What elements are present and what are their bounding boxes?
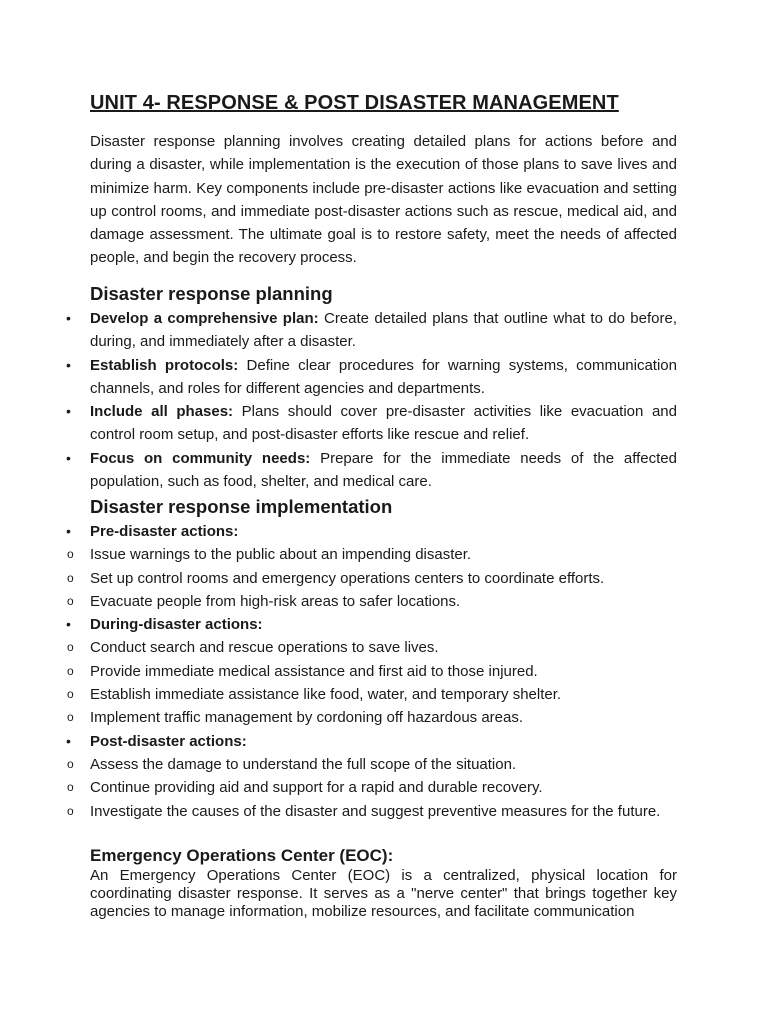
list-item (0, 400, 677, 447)
item-text: Continue providing aid and support for a rapid and durable recovery. (90, 779, 543, 797)
list-item (0, 567, 677, 590)
sub-bullet-marker: o (67, 780, 74, 795)
list-item (0, 800, 677, 823)
list-item (0, 753, 677, 776)
sub-bullet-marker: o (67, 756, 74, 771)
item-text: Provide immediate medical assistance and first aid to those injured. (90, 662, 538, 680)
sub-bullet-marker: o (67, 570, 74, 585)
sub-bullet-marker: o (67, 803, 74, 818)
item-text: Implement traffic management by cordoning off hazardous areas. (90, 709, 524, 727)
during-disaster-label: During-disaster actions: (90, 616, 263, 634)
list-item (0, 660, 677, 683)
item-bold-label: Develop a comprehensive plan: (90, 310, 319, 327)
page-title: UNIT 4- RESPONSE & POST DISASTER MANAGEMENT (90, 92, 619, 114)
sub-bullet-marker: o (67, 593, 74, 608)
eoc-paragraph: An Emergency Operations Center (EOC) is a centralized, physical location for coordinating disaster response. It serves as a "nerve center" that brings together key agencies to manage information, mobilize resources, and facilitate communication (90, 867, 677, 920)
implementation-heading: Disaster response implementation (90, 496, 393, 517)
item-text: Assess the damage to understand the full scope of the situation. (90, 755, 517, 773)
bullet-marker: • (66, 403, 71, 420)
item-bold-label: Include all phases: (90, 403, 234, 421)
planning-list (0, 307, 768, 493)
list-item (0, 307, 677, 354)
implementation-list (0, 520, 768, 823)
item-text: Create detailed plans that outline what to do before, during, and immediately after a disaster. (90, 310, 677, 351)
item-bold-label: Establish protocols: (90, 356, 239, 374)
item-text: Establish immediate assistance like food, water, and temporary shelter. (90, 686, 562, 704)
bullet-marker: • (66, 732, 71, 749)
bullet-marker: • (66, 616, 71, 633)
list-item (0, 520, 677, 543)
list-item (0, 543, 677, 566)
list-item (0, 776, 677, 799)
bullet-marker: • (66, 310, 71, 326)
bullet-marker: • (66, 449, 71, 466)
sub-bullet-marker: o (67, 547, 74, 562)
planning-heading: Disaster response planning (90, 283, 333, 304)
sub-bullet-marker: o (67, 710, 74, 725)
intro-paragraph: Disaster response planning involves creating detailed plans for actions before and during a disaster, while implementation is the execution of those plans to save lives and minimize harm. Key components include pre-disaster actions like evacuation and setting up control rooms, and immediate post-disaster actions such as rescue, medical aid, and damage assessment. The ultimate goal is to restore safety, meet the needs of affected people, and begin the recovery process. (90, 133, 677, 267)
post-disaster-label: Post-disaster actions: (90, 732, 247, 750)
list-item (0, 636, 677, 659)
list-item (0, 706, 677, 729)
item-text: Define clear procedures for warning systems, communication channels, and roles for different agencies and departments. (90, 356, 677, 397)
item-text: Issue warnings to the public about an impending disaster. (90, 546, 472, 564)
list-item (0, 447, 677, 494)
item-text: Prepare for the immediate needs of the affected population, such as food, shelter, and medical care. (90, 449, 677, 491)
item-text: Plans should cover pre-disaster activities like evacuation and control room setup, and post-disaster efforts like rescue and relief. (90, 403, 677, 444)
list-item (0, 730, 677, 753)
item-text: Conduct search and rescue operations to save lives. (90, 639, 439, 657)
pre-disaster-label: Pre-disaster actions: (90, 523, 239, 540)
eoc-heading: Emergency Operations Center (EOC): (90, 846, 394, 865)
item-bold-label: Focus on community needs: (90, 449, 311, 467)
item-text: Evacuate people from high-risk areas to safer locations. (90, 592, 461, 610)
item-text: Set up control rooms and emergency operations centers to coordinate efforts. (90, 569, 605, 587)
item-text: Investigate the causes of the disaster and suggest preventive measures for the future. (90, 802, 661, 820)
list-item (0, 590, 677, 613)
list-item (0, 354, 677, 401)
list-item (0, 683, 677, 706)
sub-bullet-marker: o (67, 663, 74, 678)
sub-bullet-marker: o (67, 687, 74, 702)
bullet-marker: • (66, 523, 71, 539)
sub-bullet-marker: o (67, 640, 74, 655)
list-item (0, 613, 677, 636)
bullet-marker: • (66, 356, 71, 373)
